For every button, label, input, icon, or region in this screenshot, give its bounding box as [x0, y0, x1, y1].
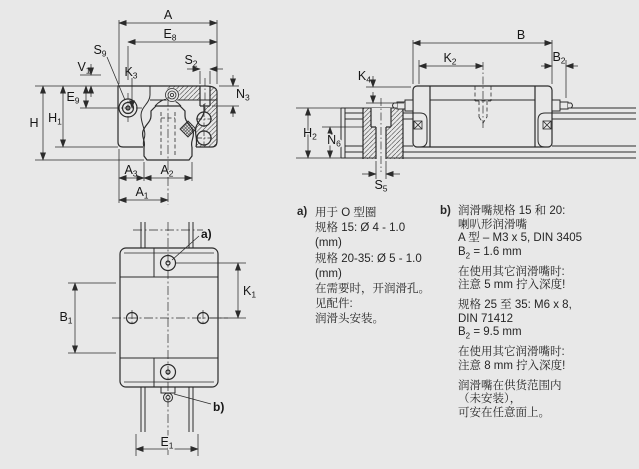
callout-b-label: b): [213, 400, 225, 414]
note-b-marker: b): [440, 205, 451, 217]
note-b-body: [458, 205, 636, 420]
lube-channel-symbol: [165, 88, 180, 103]
note-b-paragraph: [458, 346, 636, 373]
note-b-line: 润滑嘴规格 15 和 20:: [458, 205, 566, 217]
note-b-paragraph: [458, 299, 636, 340]
note-b-line: 喇叭形润滑嘴: [458, 218, 527, 231]
dim-label-E1: $E_1$: [160, 435, 174, 451]
dim-label-K4: $K_4$: [357, 69, 371, 85]
note-a: [297, 206, 431, 328]
note-a-marker: a): [297, 206, 308, 218]
side-view: [296, 28, 636, 194]
dim-label-K3: $K_3$: [124, 65, 138, 81]
note-a-body: [315, 206, 431, 328]
grease-nipple-right: [552, 100, 573, 111]
note-b-line: 注意 8 mm 拧入深度!: [458, 359, 566, 372]
dim-label-H1: $H_1$: [48, 111, 62, 127]
note-a-line: 用于 O 型圈: [315, 207, 377, 219]
note-a-line: (mm): [315, 267, 342, 280]
rail-top-view: [141, 222, 193, 432]
dim-label-A1: $A_1$: [135, 185, 149, 201]
dim-label-H: H: [29, 116, 39, 130]
dim-label-E9: $E_9$: [66, 90, 80, 106]
dim-label-B1: $B_1$: [59, 310, 73, 326]
dim-label-B: B: [516, 28, 526, 42]
dim-label-N6: $N_6$: [327, 133, 341, 149]
note-b-line: DIN 71412: [458, 312, 513, 325]
note-a-line: 规格 20-35: Ø 5 - 1.0: [315, 252, 422, 265]
note-a-line: 见配件:: [315, 298, 353, 311]
note-b-line: （未安装），: [458, 393, 522, 405]
dim-label-E8: $E_8$: [163, 27, 177, 43]
note-b-line: 注意 5 mm 拧入深度!: [458, 279, 566, 291]
note-b-paragraph: [458, 266, 636, 293]
subscript: 2: [465, 331, 471, 341]
note-a-line: 规格 15: Ø 4 - 1.0 (mm): [315, 222, 406, 250]
note-b: [440, 205, 636, 427]
note-b-line: = 9.5 mm: [470, 326, 522, 338]
subscript: 2: [465, 250, 471, 260]
note-b-line: A 型 – M3 x 5, DIN 3405: [458, 232, 583, 244]
note-b-paragraph: [458, 205, 636, 259]
leader-S9: [107, 57, 125, 100]
callout-a-label: a): [201, 227, 212, 241]
note-b-line: 规格 25 至 35: M6 x 8,: [458, 299, 572, 311]
note-b-line: 在使用其它润滑嘴时:: [458, 346, 565, 358]
dim-label-K1: $K_1$: [243, 284, 257, 300]
carriage-side: [413, 62, 552, 147]
top-view-dimension-lines: [75, 236, 238, 449]
note-a-line: 在需要时，开润滑孔。: [315, 283, 430, 296]
dim-label-S2: $S_2$: [184, 53, 198, 69]
note-a-line: 润滑头安装。: [315, 313, 384, 326]
note-b-line: B: [458, 326, 466, 338]
dim-label-A2: $A_2$: [160, 163, 174, 179]
cross-section-view: [29, 8, 250, 205]
top-view-labels: [59, 227, 256, 451]
dim-label-S5: $S_5$: [374, 178, 388, 194]
dim-label-H2: $H_2$: [303, 126, 317, 142]
dim-label-A: A: [163, 8, 173, 22]
carriage-seal-contour-left: [141, 86, 150, 147]
note-b-line: = 1.6 mm: [470, 245, 522, 258]
note-b-line: 润滑嘴在供货范围内: [458, 379, 562, 392]
rail-end-face: [341, 108, 345, 158]
note-b-paragraph: [458, 380, 636, 421]
top-view: [59, 222, 256, 457]
dim-label-B2: $B_2$: [552, 50, 566, 66]
dim-label-V1: $V_1$: [77, 60, 91, 76]
note-b-line: 可安在任意面上。: [458, 406, 550, 419]
dim-label-N3: $N_3$: [236, 87, 250, 103]
note-b-line: B: [458, 245, 466, 258]
dim-label-S9: $S_9$: [93, 43, 107, 59]
dim-label-A3: $A_3$: [124, 163, 138, 179]
top-view-centerlines: [112, 222, 228, 457]
top-view-extension-lines: [68, 263, 246, 456]
dim-label-K2: $K_2$: [443, 51, 457, 67]
note-b-line: 在使用其它润滑嘴时:: [458, 265, 565, 278]
